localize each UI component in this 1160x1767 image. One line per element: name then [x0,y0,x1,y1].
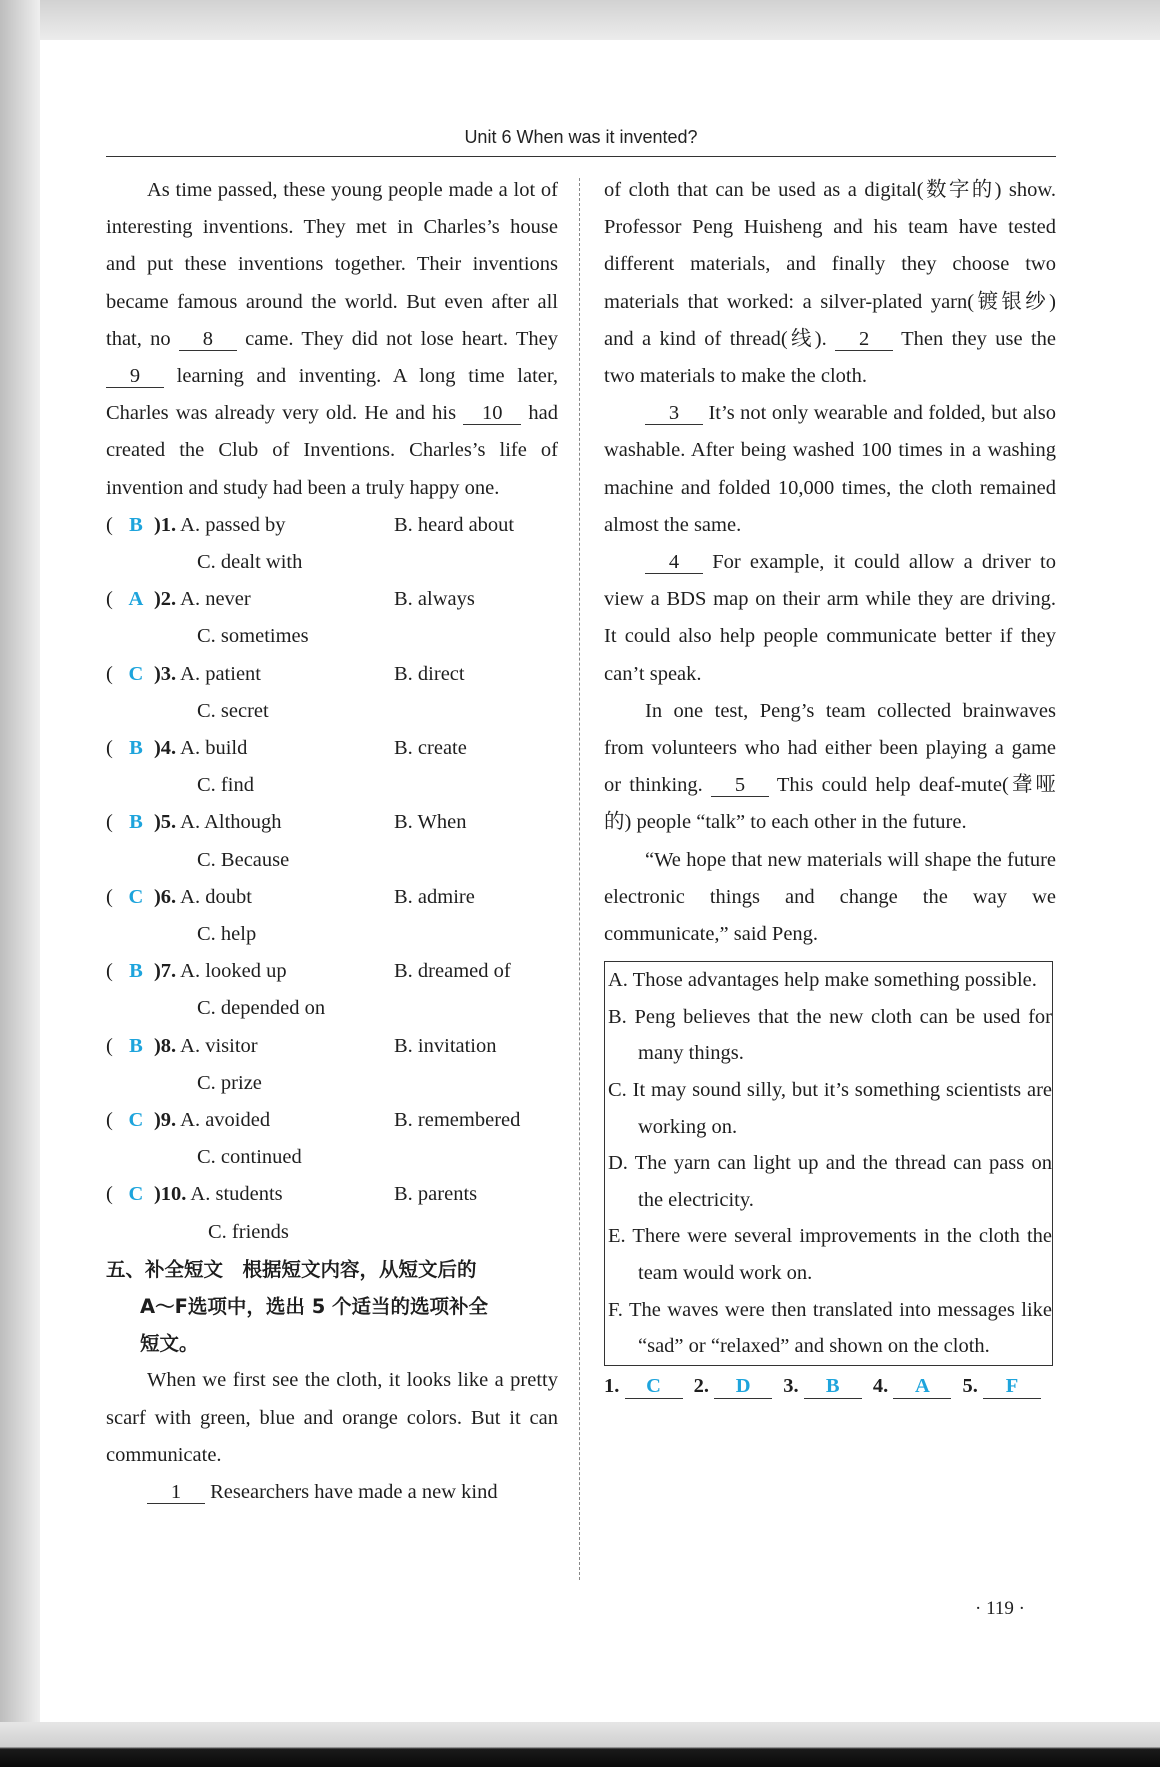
option-b: B. always [394,588,475,611]
answer-4: A [893,1374,951,1399]
option-b: B. remembered [394,1108,521,1131]
cloze-passage: As time passed, these young people made a lot of interesting inventions. They met in Charles’s house and put these inventions together. Their inventions became famous around the world. But even after all that, no 8 came. They did not lose heart. They 9 learning and inventing. A long time later, Charles was already very old. He and his 10 had created the Club of Inventions. Charles’s life of invention and study had been a truly happy one. [106,179,559,499]
option-e: E. There were several improvements in the cloth the team would work on. [608,1225,1052,1285]
option-c: C. secret [197,699,269,722]
option-b: B. direct [394,662,465,685]
answer-mark: B [129,737,143,759]
running-header: Unit 6 When was it invented? [464,127,698,147]
option-c: C. dealt with [197,551,303,574]
option-c: C. It may sound silly, but it’s something scientists are working on. [608,1079,1052,1138]
option-b: B. parents [394,1183,478,1206]
option-c: C. Because [197,848,290,871]
option-b: B. admire [394,885,475,908]
reading-paragraph-4: 4 For example, it could allow a driver to view a BDS map on their arm while they are driving. It could also help people communicate better if they can’t speak. [604,551,1056,685]
question-item: ( C )10. A. students B. parents C. friends [106,1176,558,1250]
answer-mark: A [128,588,144,611]
option-c: C. friends [208,1220,289,1243]
question-item: ( C )6. A. doubt B. admire C. help [106,879,558,953]
blank-1: 1 [147,1481,205,1504]
column-divider [579,178,580,1580]
blank-9: 9 [106,365,164,388]
scan-shadow-top [0,0,1160,40]
answer-mark: B [129,811,143,834]
left-column [106,172,558,1511]
question-item: ( B )5. A. Although B. When C. Because [106,804,558,878]
reading-paragraph-2: 1 Researchers have made a new kind [106,1474,558,1511]
reading-paragraph-5: In one test, Peng’s team collected brainwaves from volunteers who had either been playing a game or thinking. 5 This could help deaf-mute(聋哑的) people “talk” to each other in the future. [604,699,1057,834]
option-f: F. The waves were then translated into messages like “sad” or “relaxed” and shown on the cloth. [608,1298,1052,1358]
option-b: B. heard about [394,513,515,536]
scan-shadow-bottom [0,1722,1160,1767]
option-a: A. Those advantages help make something possible. [608,969,1037,992]
answer-mark: B [129,1034,143,1057]
option-b: B. Peng believes that the new cloth can be used for many things. [608,1005,1052,1065]
scan-shadow-left [0,0,40,1767]
option-b: B. invitation [394,1034,497,1057]
option-c: C. sometimes [197,625,309,648]
question-item: ( B )4. A. build B. create C. find [106,730,558,804]
question-item: ( B )7. A. looked up B. dreamed of C. depended on [106,953,558,1027]
blank-8: 8 [179,328,237,351]
page-number: · 119 · [975,1598,1025,1619]
options-box [604,961,1053,1366]
question-list [106,507,558,1251]
answer-3: B [804,1374,862,1399]
option-b: B. dreamed of [394,960,511,983]
question-item: ( C )3. A. patient B. direct C. secret [106,656,558,730]
reading-paragraph-6: “We hope that new materials will shape the future electronic things and change the way we communicate,” said Peng. [604,848,1056,946]
option-c: C. continued [197,1146,302,1169]
answer-mark: B [129,960,143,983]
blank-3: 3 [645,402,703,425]
section-title: 五、补全短文 根据短文内容，从短文后的 A～F选项中，选出 5 个适当的选项补全 短文。 [106,1257,489,1356]
answer-mark: C [128,885,144,908]
answer-2: D [714,1374,772,1399]
question-item: ( A )2. A. never B. always C. sometimes [106,581,558,655]
option-c: C. help [197,922,257,945]
option-b: B. create [394,737,467,759]
answer-mark: C [128,1108,144,1131]
reading-paragraph-2-cont: of cloth that can be used as a digital(数字的) show. Professor Peng Huisheng and his team have tested different materials, and finally they choose two materials that worked: a silver-plated yarn(镀银纱) and a kind of thread(线). 2 Then they use the two materials to make the cloth. [604,179,1056,388]
reading-paragraph-3: 3 It’s not only wearable and folded, but also washable. After being washed 100 times in a washing machine and folded 10,000 times, the cloth remained almost the same. [604,402,1056,536]
option-c: C. find [197,774,254,797]
answer-mark: C [128,662,144,685]
answer-mark: C [128,1183,144,1206]
right-column [604,172,1056,1405]
option-d: D. The yarn can light up and the thread can pass on the electricity. [608,1152,1052,1211]
option-c: C. prize [197,1071,262,1094]
reading-paragraph-1: When we first see the cloth, it looks like a pretty scarf with green, blue and orange colors. But it can communicate. [106,1369,558,1466]
answer-mark: B [129,513,143,536]
question-item: ( B )1. A. passed by B. heard about C. dealt with [106,507,558,581]
answer-1: C [625,1374,683,1399]
option-c: C. depended on [197,997,326,1020]
answer-row: 1. C 2. D 3. B 4. A 5. F [604,1368,1056,1405]
question-item: ( B )8. A. visitor B. invitation C. prize [106,1028,558,1102]
blank-5: 5 [711,774,769,797]
blank-10: 10 [463,402,521,425]
blank-2: 2 [835,328,893,351]
option-b: B. When [394,811,467,834]
blank-4: 4 [645,551,703,574]
answer-5: F [983,1374,1041,1399]
question-item: ( C )9. A. avoided B. remembered C. continued [106,1102,558,1176]
header-rule [106,156,1056,157]
